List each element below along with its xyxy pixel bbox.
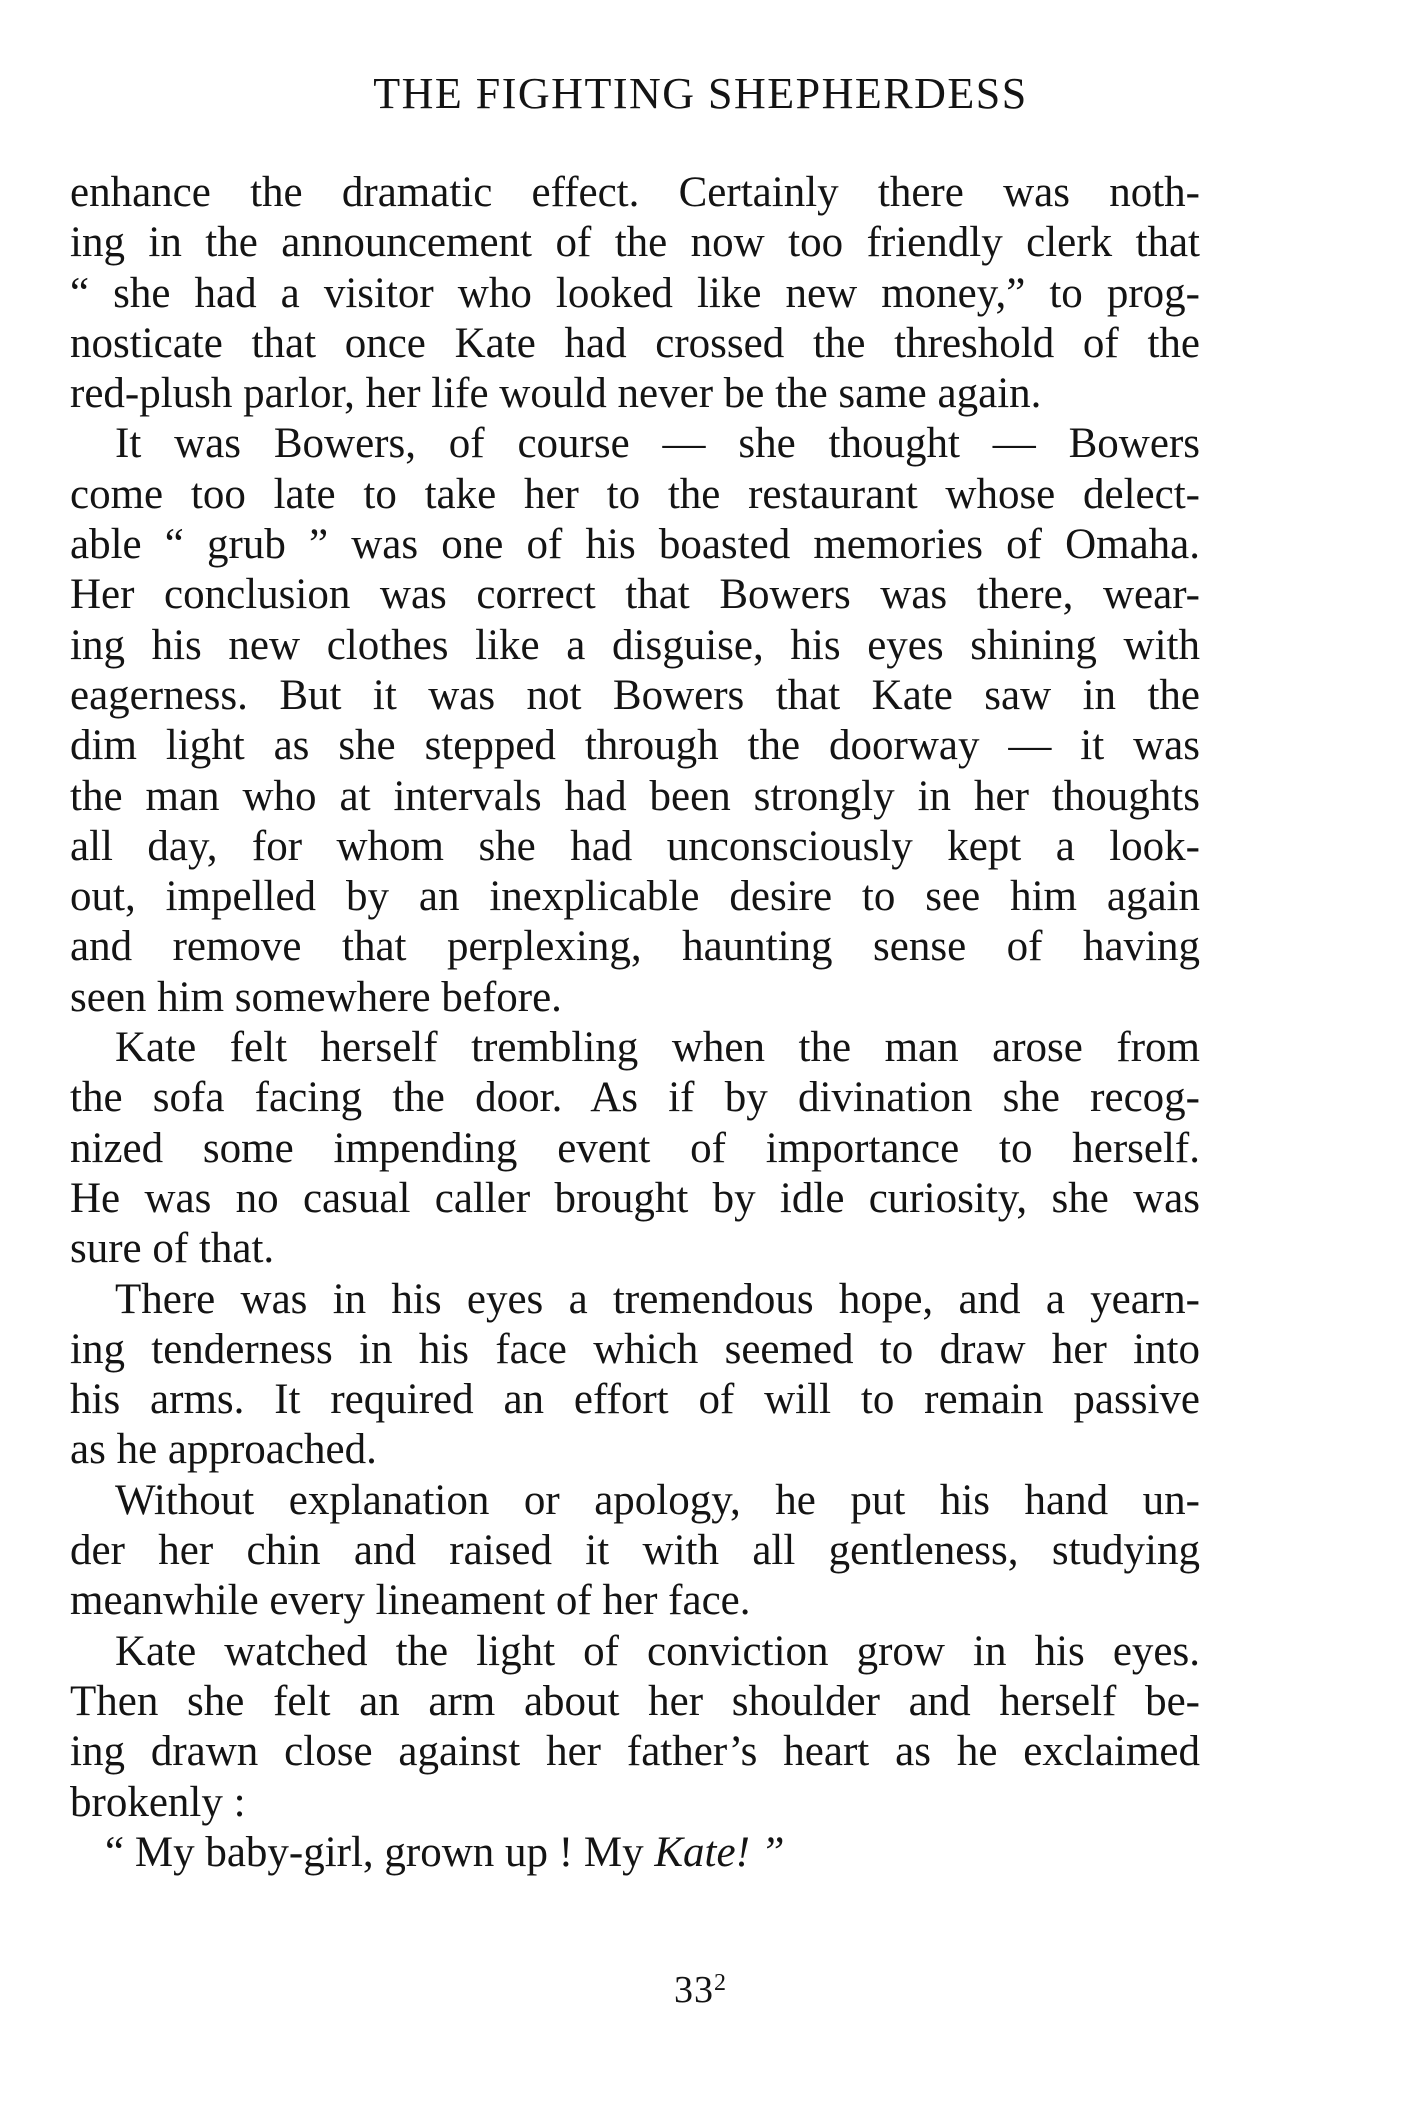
- text-line: dim light as she stepped through the doorway — it was: [70, 722, 1200, 770]
- text-line: the sofa facing the door. As if by divination she recog-: [70, 1074, 1200, 1122]
- text-line: meanwhile every lineament of her face.: [70, 1577, 751, 1625]
- text-line: nized some impending event of importance to herself.: [70, 1124, 1200, 1172]
- text-line: the man who at intervals had been strongly in her thoughts: [70, 772, 1200, 820]
- text-line: red-plush parlor, her life would never be the same again.: [70, 370, 1042, 418]
- closing-quote-line: [70, 1828, 1200, 1878]
- text-line: He was no casual caller brought by idle curiosity, she was: [70, 1174, 1200, 1222]
- text-line: and remove that perplexing, haunting sense of having: [70, 923, 1200, 971]
- text-line: his arms. It required an effort of will to remain passive: [70, 1376, 1200, 1424]
- text-line: out, impelled by an inexplicable desire to see him again: [70, 873, 1200, 921]
- text-line: Kate watched the light of conviction grow in his eyes.: [115, 1627, 1200, 1675]
- text-line: all day, for whom she had unconsciously kept a look-: [70, 822, 1200, 870]
- running-head: THE FIGHTING SHEPHERDESS: [373, 69, 1028, 118]
- page-number-superscript: 2: [714, 1970, 727, 1996]
- text-line: eagerness. But it was not Bowers that Kate saw in the: [70, 671, 1200, 719]
- closing-quote-text: “ My baby-girl, grown up ! My: [105, 1828, 655, 1876]
- text-line: der her chin and raised it with all gentleness, studying: [70, 1527, 1200, 1575]
- text-line: ing drawn close against her father’s heart as he exclaimed: [70, 1728, 1200, 1776]
- page-number: [0, 1968, 1401, 2012]
- text-line: as he approached.: [70, 1426, 377, 1474]
- text-line: “ she had a visitor who looked like new money,” to prog-: [70, 269, 1200, 317]
- text-line: enhance the dramatic effect. Certainly there was noth-: [70, 169, 1200, 216]
- text-line: It was Bowers, of course — she thought — Bowers: [115, 420, 1200, 468]
- text-line: There was in his eyes a tremendous hope, and a yearn-: [115, 1275, 1200, 1323]
- text-line: ing tenderness in his face which seemed to draw her into: [70, 1325, 1200, 1373]
- text-line: Then she felt an arm about her shoulder and herself be-: [70, 1677, 1200, 1725]
- text-line: Kate felt herself trembling when the man arose from: [115, 1024, 1200, 1072]
- text-line: able “ grub ” was one of his boasted memories of Omaha.: [70, 521, 1200, 569]
- text-line: ing in the announcement of the now too friendly clerk that: [70, 219, 1200, 267]
- text-line: seen him somewhere before.: [70, 973, 562, 1021]
- text-line: brokenly :: [70, 1778, 246, 1826]
- body-text: [70, 168, 1200, 1878]
- text-line: ing his new clothes like a disguise, his eyes shining with: [70, 621, 1200, 669]
- text-line: Without explanation or apology, he put his hand un-: [115, 1476, 1200, 1524]
- text-line: nosticate that once Kate had crossed the threshold of the: [70, 319, 1200, 367]
- closing-quote-italic: Kate! ”: [654, 1828, 785, 1876]
- text-line: sure of that.: [70, 1225, 275, 1273]
- page-number-main: 33: [674, 1969, 714, 2011]
- text-line: Her conclusion was correct that Bowers was there, wear-: [70, 571, 1200, 619]
- text-line: come too late to take her to the restaurant whose delect-: [70, 470, 1200, 518]
